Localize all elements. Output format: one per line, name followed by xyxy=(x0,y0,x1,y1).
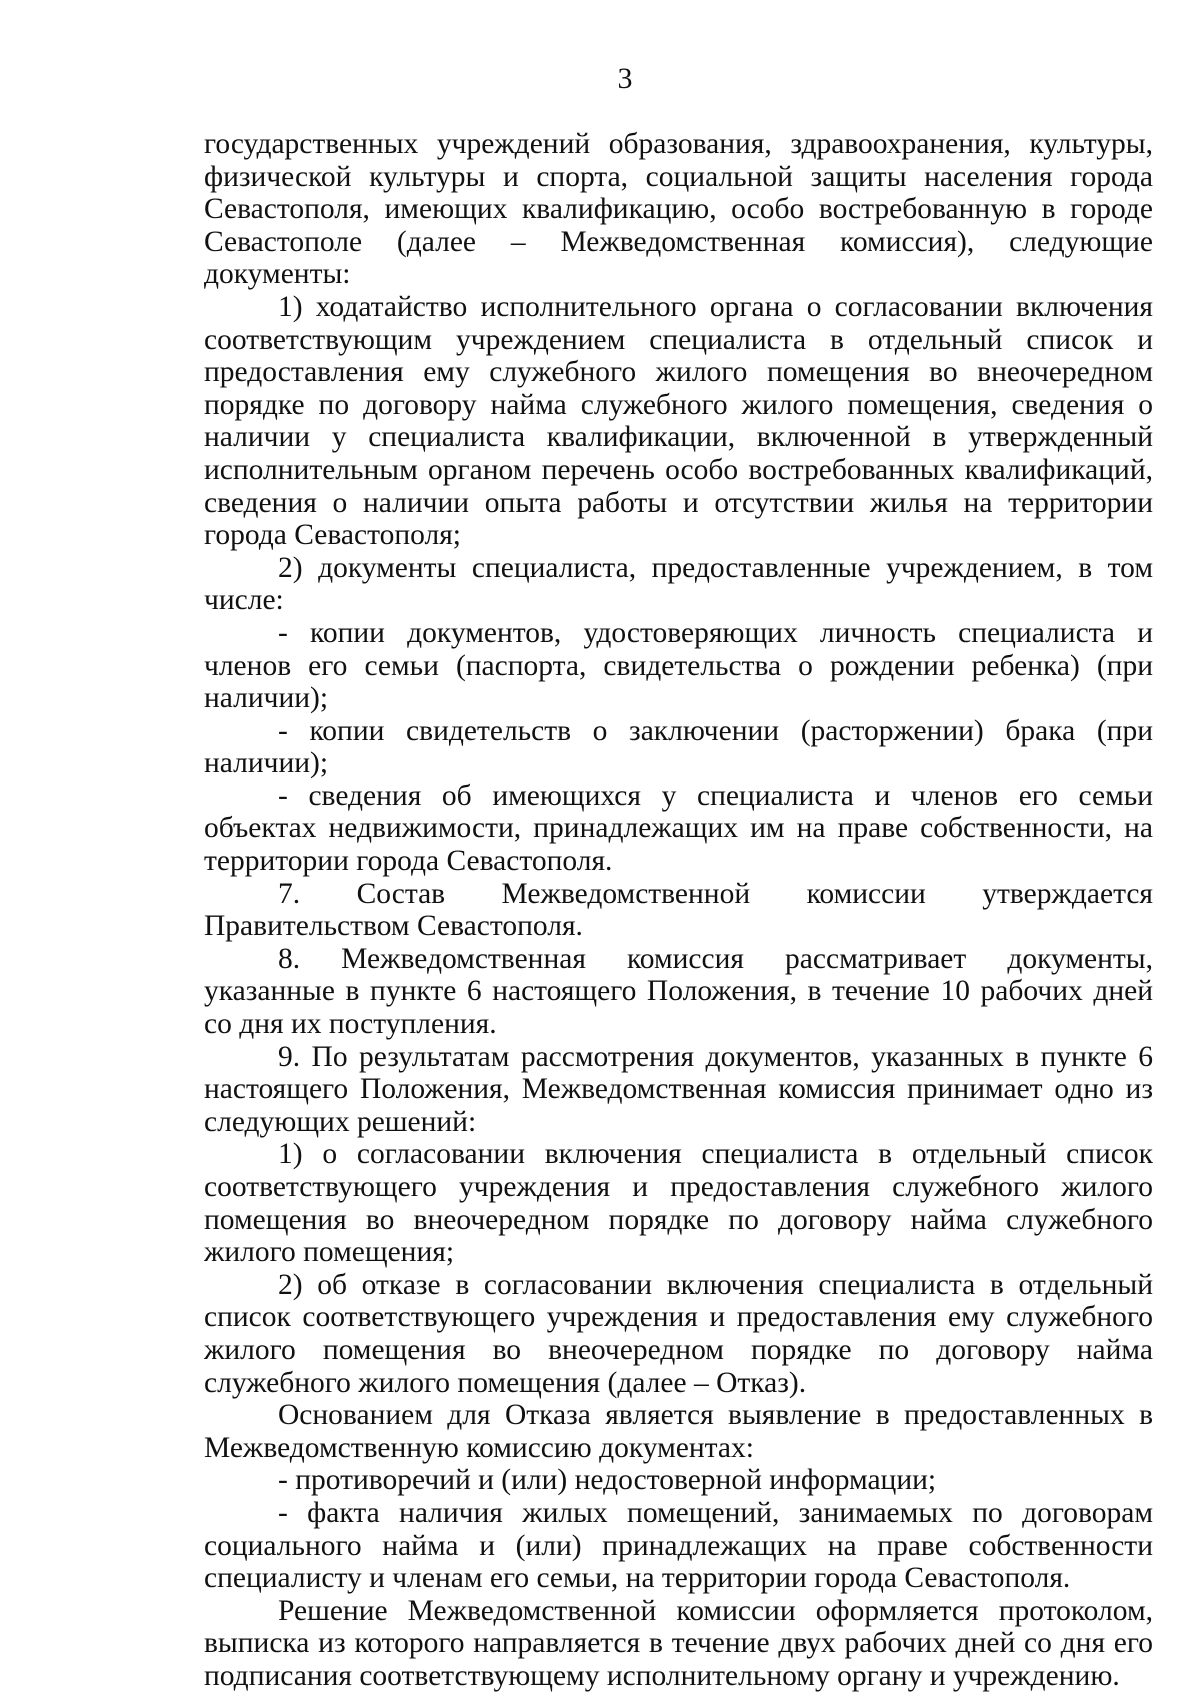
paragraph-protocol: Решение Межведомственной комиссии оформляется протоколом, выписка из которого направляется в течение двух рабочих дней со дня его подписания соответствующему исполнительному органу и учреждению. xyxy=(204,1594,1153,1692)
paragraph-property-info: - сведения об имеющихся у специалиста и членов его семьи объектах недвижимости, принадлежащих им на праве собственности, на территории города Севастополя. xyxy=(204,779,1153,878)
paragraph-clause-9: 9. По результатам рассмотрения документов, указанных в пункте 6 настоящего Положения, Межведомственная комиссия принимает одно из следующих решений: xyxy=(204,1040,1153,1138)
paragraph-refusal-grounds: Основанием для Отказа является выявление в предоставленных в Межведомственную комиссию документах: xyxy=(204,1399,1153,1464)
paragraph-ground-contradictions: - противоречий и (или) недостоверной информации; xyxy=(278,1464,937,1497)
paragraph-item-1-petition: 1) ходатайство исполнительного органа о согласовании включения соответствующим учреждением специалиста в отдельный список и предоставления ему служебного жилого помещения во внеочередном порядке по договору найма служебного жилого помещения, сведения о наличии у специалиста квалификации, включенной в утвержденный исполнительным органом перечень особо востребованных квалификаций, сведения о наличии опыта работы и отсутствии жилья на территории города Севастополя; xyxy=(204,290,1153,552)
paragraph-decision-2: 2) об отказе в согласовании включения специалиста в отдельный список соответствующего учреждения и предоставления ему служебного жилого помещения во внеочередном порядке по договору найма служебного жилого помещения (далее – Отказ). xyxy=(204,1268,1153,1399)
page-number: 3 xyxy=(617,62,633,95)
paragraph-clause-8: 8. Межведомственная комиссия рассматривает документы, указанные в пункте 6 настоящего Положения, в течение 10 рабочих дней со дня их поступления. xyxy=(204,942,1153,1041)
paragraph-copies-identity: - копии документов, удостоверяющих личность специалиста и членов его семьи (паспорта, свидетельства о рождении ребенка) (при наличии); xyxy=(204,616,1153,715)
paragraph-decision-1: 1) о согласовании включения специалиста в отдельный список соответствующего учреждения и предоставления служебного жилого помещения во внеочередном порядке по договору найма служебного жилого помещения; xyxy=(204,1138,1153,1269)
paragraph-item-2-documents: 2) документы специалиста, предоставленные учреждением, в том числе: xyxy=(204,551,1153,617)
paragraph-commission-intro: государственных учреждений образования, здравоохранения, культуры, физической культуры и спорта, социальной защиты населения города Севастополя, имеющих квалификацию, особо востребованную в городе Севастополе (далее – Межведомственная комиссия), следующие документы: xyxy=(204,128,1153,291)
paragraph-copies-marriage: - копии свидетельств о заключении (расторжении) брака (при наличии); xyxy=(204,714,1153,780)
paragraph-clause-7: 7. Состав Межведомственной комиссии утверждается Правительством Севастополя. xyxy=(204,877,1153,943)
document-body xyxy=(204,128,1153,1693)
paragraph-ground-housing: - факта наличия жилых помещений, занимаемых по договорам социального найма и (или) принадлежащих на праве собственности специалисту и членам его семьи, на территории города Севастополя. xyxy=(204,1496,1153,1595)
